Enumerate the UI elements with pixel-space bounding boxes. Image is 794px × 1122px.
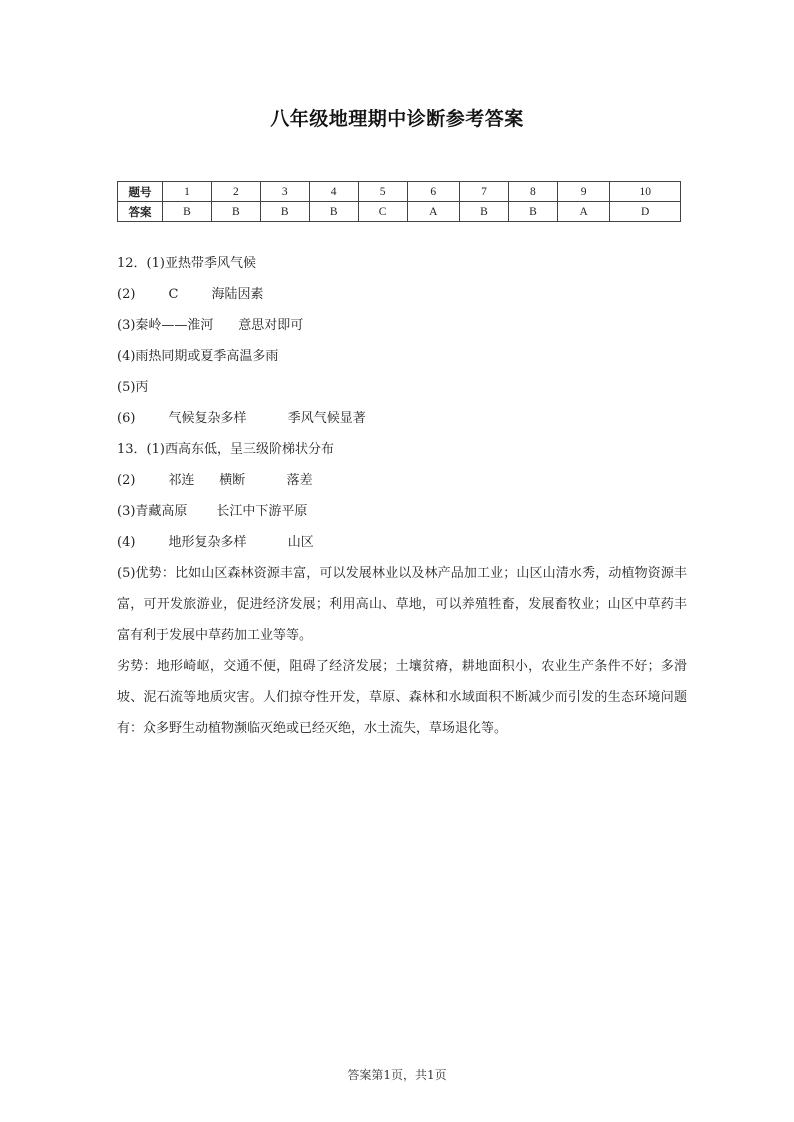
- answer-table: [117, 181, 681, 222]
- answer-cell: B: [309, 202, 358, 222]
- question-number-cell: 9: [557, 182, 610, 202]
- question-number-cell: 4: [309, 182, 358, 202]
- answer-line-12-1: 12．(1)亚热带季风气候: [117, 256, 256, 271]
- answer-line-13-2: (2) 祁连 横断 落差: [117, 473, 313, 488]
- answer-content: [117, 248, 687, 744]
- answer-line-12-6: (6) 气候复杂多样 季风气候显著: [117, 411, 366, 426]
- answer-line-12-4: (4)雨热同期或夏季高温多雨: [117, 349, 279, 364]
- answer-cell: B: [163, 202, 212, 222]
- answer-line-12-3: (3)秦岭——淮河 意思对即可: [117, 318, 304, 333]
- answer-cell: A: [557, 202, 610, 222]
- page-title: 八年级地理期中诊断参考答案: [270, 108, 524, 130]
- answer-cell: D: [610, 202, 681, 222]
- question-number-cell: 7: [460, 182, 509, 202]
- page-footer: 答案第1页，共1页: [347, 1068, 447, 1082]
- row-label-number: 题号: [118, 182, 163, 202]
- question-number-cell: 1: [163, 182, 212, 202]
- question-number-cell: 2: [211, 182, 260, 202]
- answer-line-13-3: (3)青藏高原 长江中下游平原: [117, 504, 308, 519]
- table-row-answers: [118, 202, 681, 222]
- question-number-cell: 8: [508, 182, 557, 202]
- answer-line-13-4: (4) 地形复杂多样 山区: [117, 535, 314, 550]
- answer-line-12-5: (5)丙: [117, 380, 149, 395]
- table-row-numbers: [118, 182, 681, 202]
- answer-cell: B: [211, 202, 260, 222]
- answer-line-12-2: (2) C 海陆因素: [117, 287, 264, 302]
- question-number-cell: 3: [260, 182, 309, 202]
- question-number-cell: 6: [407, 182, 460, 202]
- answer-paragraph-advantages: (5)优势：比如山区森林资源丰富，可以发展林业以及林产品加工业；山区山清水秀，动植物资源丰富，可开发旅游业，促进经济发展；利用高山、草地，可以养殖牲畜，发展畜牧业；山区中草药丰富有利于发展中草药加工业等等。: [117, 566, 687, 643]
- answer-cell: C: [358, 202, 407, 222]
- answer-line-13-1: 13．(1)西高东低，呈三级阶梯状分布: [117, 442, 334, 457]
- answer-cell: B: [460, 202, 509, 222]
- answer-cell: A: [407, 202, 460, 222]
- row-label-answer: 答案: [118, 202, 163, 222]
- question-number-cell: 5: [358, 182, 407, 202]
- answer-cell: B: [260, 202, 309, 222]
- answer-cell: B: [508, 202, 557, 222]
- answer-paragraph-disadvantages: 劣势：地形崎岖，交通不便，阻碍了经济发展；土壤贫瘠，耕地面积小，农业生产条件不好；多滑坡、泥石流等地质灾害。人们掠夺性开发，草原、森林和水域面积不断减少而引发的生态环境问题有：众多野生动植物濒临灭绝或已经灭绝，水土流失，草场退化等。: [117, 659, 687, 736]
- question-number-cell: 10: [610, 182, 681, 202]
